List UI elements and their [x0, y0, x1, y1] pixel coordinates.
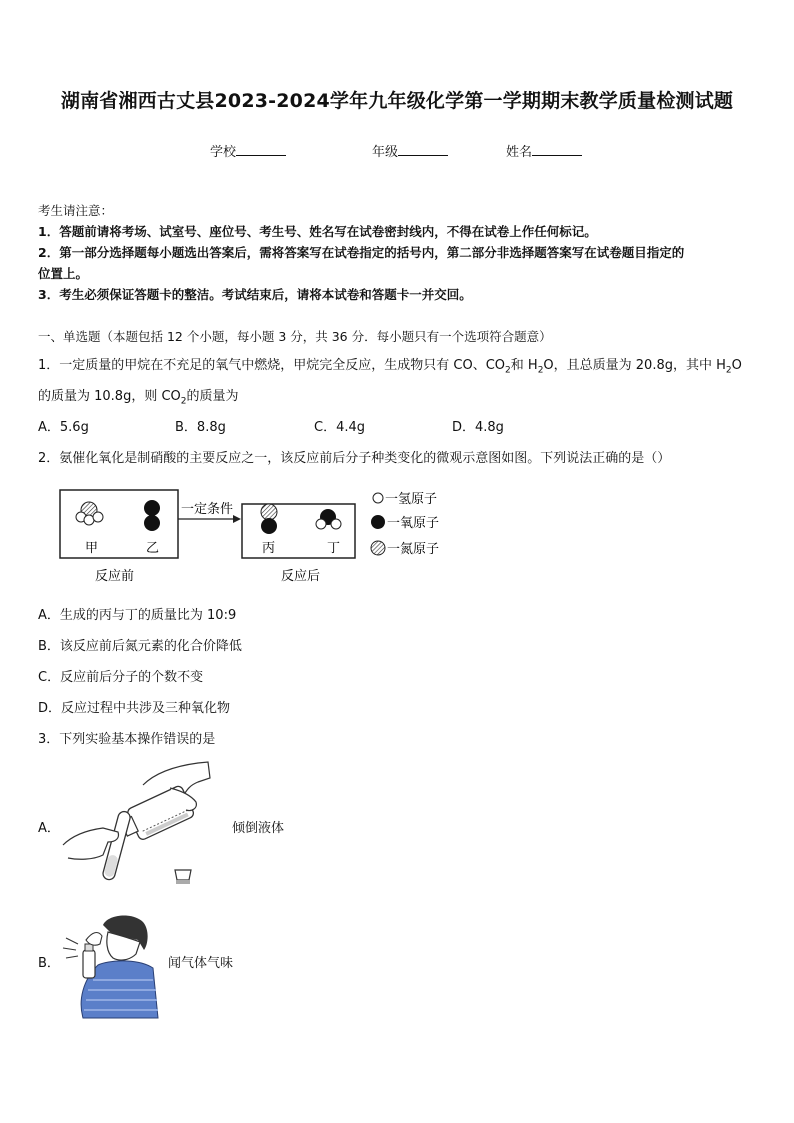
legend-oxygen: 一氧原子 — [387, 516, 440, 531]
reaction-diagram — [55, 482, 455, 587]
school-label: 学校 — [210, 145, 237, 160]
q1-option-a: A．5.6g — [38, 420, 89, 435]
pouring-liquid-illustration — [58, 760, 228, 890]
legend-nitrogen: 一氮原子 — [387, 542, 440, 557]
grade-label: 年级 — [372, 145, 399, 160]
notice-heading: 考生请注意： — [38, 203, 114, 218]
before-box — [60, 490, 178, 558]
section-heading: 一、单选题（本题包括 12 个小题，每小题 3 分，共 36 分．每小题只有一个选项符合题意） — [38, 329, 552, 344]
label-after: 反应后 — [281, 569, 321, 584]
q1-option-b: B．8.8g — [175, 420, 226, 435]
q1-option-c: C．4.4g — [314, 420, 366, 435]
q3-option-b-text: 闻气体气味 — [168, 956, 234, 971]
legend-hydrogen: 一氢原子 — [385, 492, 438, 507]
q2-option-b: B．该反应前后氮元素的化合价降低 — [38, 639, 242, 654]
arrow-head — [233, 515, 241, 523]
hydrogen-atom — [316, 519, 326, 529]
legend-hydrogen-icon — [373, 493, 383, 503]
smelling-gas-illustration — [58, 910, 168, 1020]
q1-option-d: D．4.8g — [452, 420, 504, 435]
name-blank — [532, 143, 582, 156]
oxygen-atom — [261, 518, 277, 534]
hydrogen-atom — [93, 512, 103, 522]
hydrogen-atom — [84, 515, 94, 525]
oxygen-atom — [144, 500, 160, 516]
q3-stem: 3．下列实验基本操作错误的是 — [38, 732, 216, 747]
school-field — [210, 141, 286, 160]
q3-option-a-text: 倾倒液体 — [232, 821, 285, 836]
notice-item: 2．第一部分选择题每小题选出答案后，需将答案写在试卷指定的括号内，第二部分非选择题答案写在试卷题目指定的 — [38, 245, 685, 260]
q3-option-a-letter: A． — [38, 821, 60, 836]
q2-option-d: D．反应过程中共涉及三种氧化物 — [38, 701, 231, 716]
grade-blank — [398, 143, 448, 156]
label-before: 反应前 — [95, 569, 135, 584]
q1-stem-line1: 1．一定质量的甲烷在不充足的氧气中燃烧，甲烷完全反应，生成物只有 CO、$CO_2$和 $H_2O$，且总质量为 20.8g，其中 $H_2O$ — [38, 358, 742, 376]
q2-stem: 2．氨催化氧化是制硝酸的主要反应之一，该反应前后分子种类变化的微观示意图如图。下列说法正确的是（） — [38, 451, 671, 466]
hydrogen-atom — [331, 519, 341, 529]
legend-nitrogen-icon — [371, 541, 385, 555]
notice-item: 3．考生必须保证答题卡的整洁。考试结束后，请将本试卷和答题卡一并交回。 — [38, 287, 472, 302]
label-yi: 乙 — [146, 541, 160, 556]
page-title: 湖南省湘西古丈县2023-2024学年九年级化学第一学期期末教学质量检测试题 — [60, 90, 734, 112]
label-ding: 丁 — [327, 541, 341, 556]
nitrogen-atom — [261, 504, 277, 520]
notice-item: 1．答题前请将考场、试室号、座位号、考生号、姓名写在试卷密封线内，不得在试卷上作任何标记。 — [38, 224, 597, 239]
school-blank — [236, 143, 286, 156]
label-bing: 丙 — [262, 541, 276, 556]
name-label: 姓名 — [506, 145, 533, 160]
grade-field — [372, 141, 448, 160]
notice-item: 位置上。 — [38, 266, 89, 281]
oxygen-atom — [144, 515, 160, 531]
legend-oxygen-icon — [371, 515, 385, 529]
notice-block — [38, 200, 684, 305]
q3-option-b-letter: B． — [38, 956, 60, 971]
q2-option-c: C．反应前后分子的个数不变 — [38, 670, 204, 685]
q1-stem-line2: 的质量为 10.8g，则 $CO_2$的质量为 — [38, 389, 239, 407]
arrow-label: 一定条件 — [181, 502, 234, 517]
label-jia: 甲 — [85, 541, 99, 556]
name-field — [506, 141, 582, 160]
q2-option-a: A．生成的丙与丁的质量比为 10:9 — [38, 608, 237, 623]
